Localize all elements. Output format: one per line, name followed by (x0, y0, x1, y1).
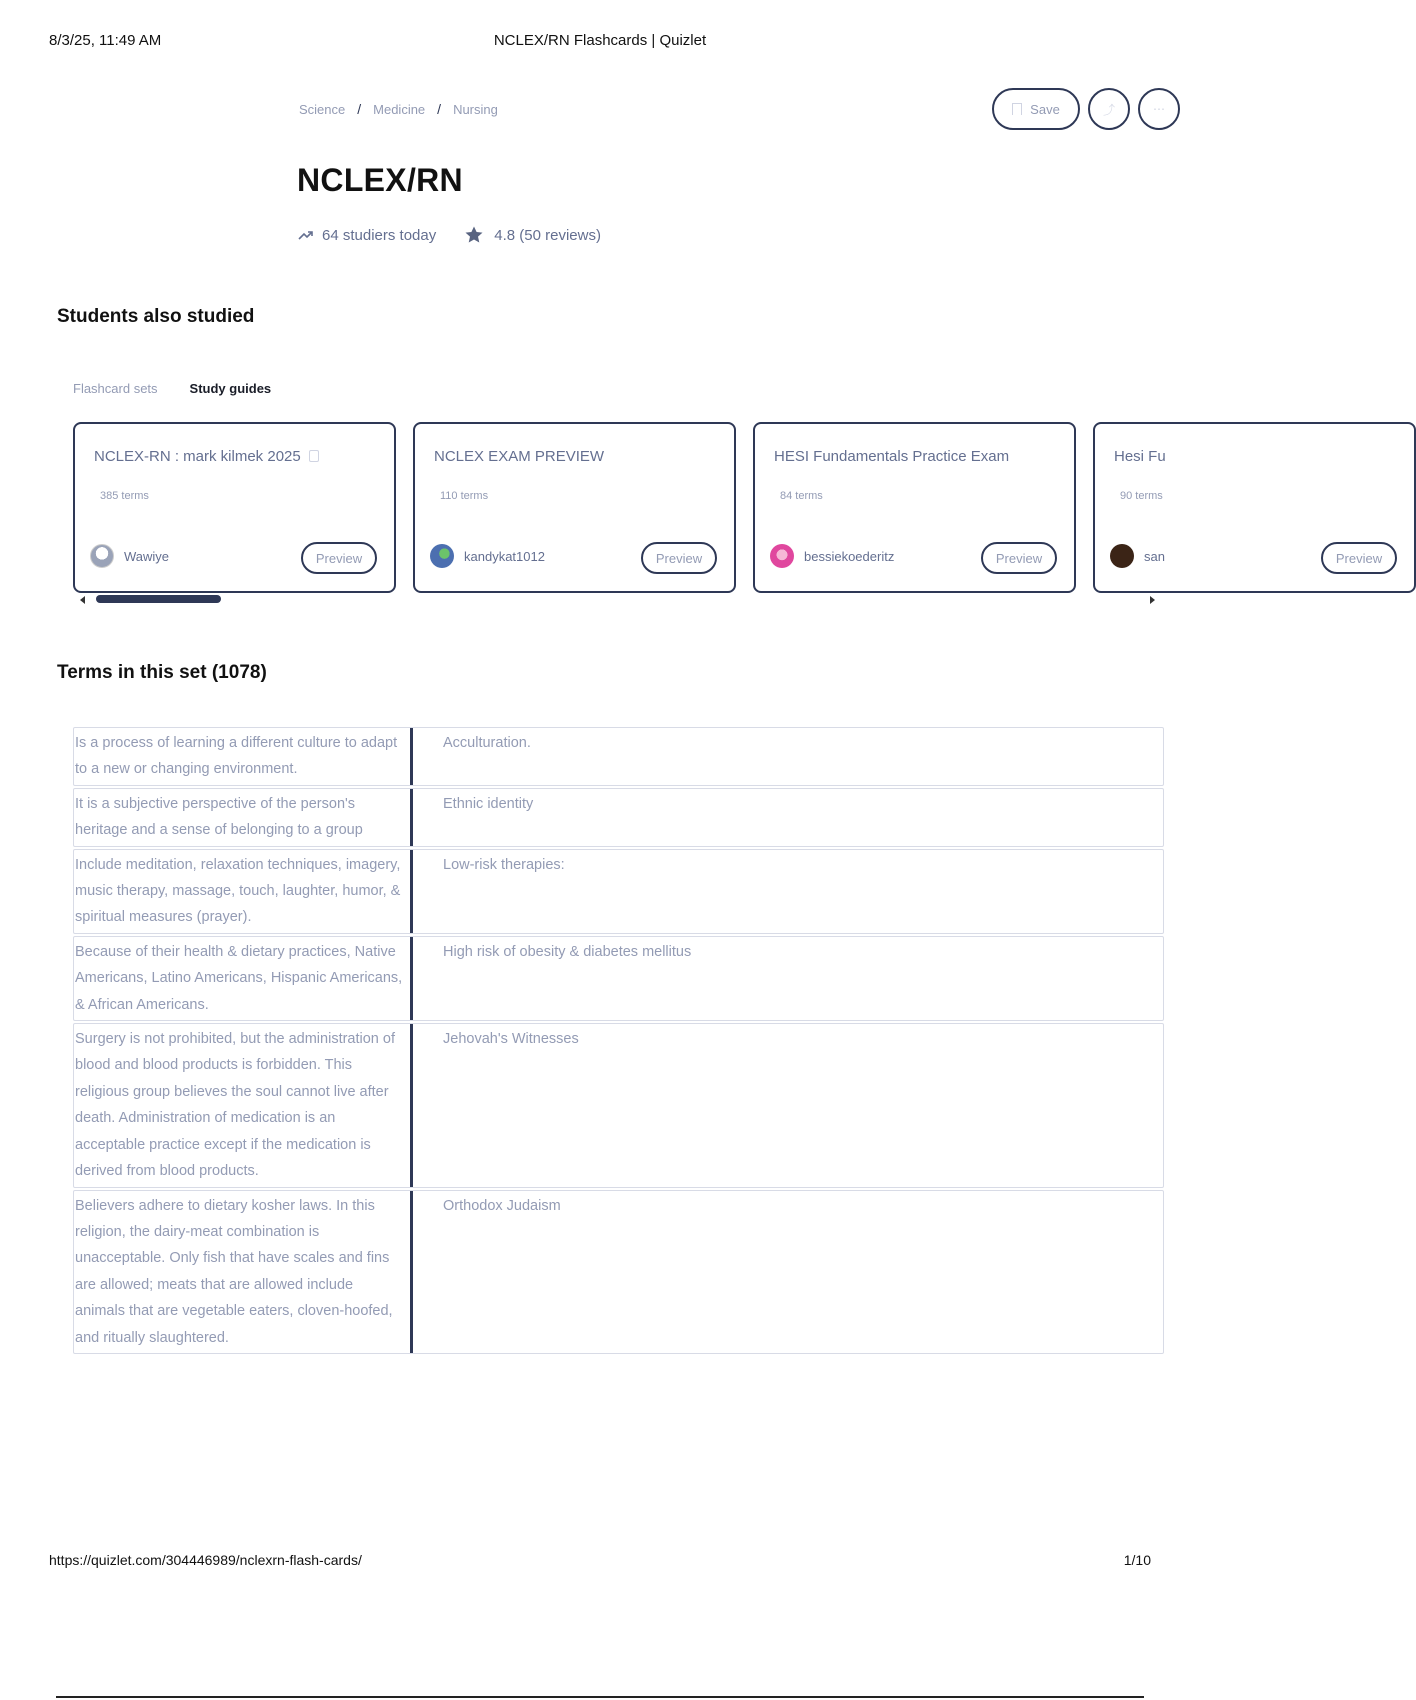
breadcrumb (299, 101, 498, 117)
preview-button[interactable]: Preview (1321, 542, 1397, 574)
more-button[interactable] (1138, 88, 1180, 130)
card-term-count: 385 terms (100, 490, 149, 502)
print-url: https://quizlet.com/304446989/nclexrn-flash-cards/ (49, 1552, 362, 1568)
preview-button[interactable]: Preview (641, 542, 717, 574)
term-definition: Include meditation, relaxation techniques, imagery, music therapy, massage, touch, laughter, humor, & spiritual measures (prayer). (74, 850, 413, 933)
top-actions (992, 88, 1180, 130)
term-word: Acculturation. (443, 735, 531, 751)
card-author[interactable] (1110, 544, 1165, 568)
breadcrumb-separator: / (437, 101, 442, 117)
print-date: 8/3/25, 11:49 AM (49, 32, 162, 49)
card-author[interactable] (430, 544, 545, 568)
table-row (73, 849, 1164, 934)
share-button[interactable] (1088, 88, 1130, 130)
save-label: Save (1030, 101, 1060, 117)
term-definition: Is a process of learning a different culture to adapt to a new or changing environment. (74, 728, 413, 785)
term-definition: Surgery is not prohibited, but the administration of blood and blood products is forbidden. This religious group believes the soul cannot live after death. Administration of medication is an acceptable practice except if the medication is derived from blood products. (74, 1024, 413, 1186)
card-term-count: 110 terms (440, 490, 489, 502)
breadcrumb-science[interactable]: Science (299, 101, 346, 117)
share-icon: ⤴ (1102, 102, 1115, 117)
card-author[interactable] (90, 544, 169, 568)
scrollbar-thumb[interactable] (96, 595, 221, 603)
students-also-studied-heading: Students also studied (57, 306, 255, 327)
save-button[interactable] (992, 88, 1080, 130)
tab-flashcard-sets[interactable]: Flashcard sets (73, 381, 158, 396)
study-tabs (73, 381, 271, 396)
author-name: bessiekoederitz (804, 548, 895, 564)
avatar (1110, 544, 1134, 568)
author-name: san (1144, 548, 1165, 564)
breadcrumb-medicine[interactable]: Medicine (373, 101, 426, 117)
table-row (73, 936, 1164, 1021)
term-definition: It is a subjective perspective of the person's heritage and a sense of belonging to a group (74, 789, 413, 846)
author-name: Wawiye (124, 548, 170, 564)
card-title: NCLEX-RN : mark kilmek 2025 (94, 448, 384, 465)
breadcrumb-nursing[interactable]: Nursing (453, 101, 498, 117)
avatar (770, 544, 794, 568)
avatar (430, 544, 454, 568)
also-studied-carousel (73, 422, 1383, 594)
terms-heading: Terms in this set (1078) (57, 662, 267, 683)
avatar (90, 544, 114, 568)
term-definition: Believers adhere to dietary kosher laws. In this religion, the dairy-meat combination is unacceptable. Only fish that have scales and fins are allowed; meats that are allowed include animals that are vegetable eaters, cloven-hoofed, and ritually slaughtered. (74, 1191, 413, 1353)
card-title: HESI Fundamentals Practice Exam (774, 448, 1010, 465)
card-title: NCLEX EXAM PREVIEW (434, 448, 605, 465)
table-row (73, 727, 1164, 786)
scroll-left-arrow-icon[interactable] (80, 596, 85, 604)
card-term-count: 84 terms (780, 490, 823, 502)
carousel-scrollbar[interactable] (80, 595, 1155, 607)
author-name: kandykat1012 (464, 548, 545, 564)
more-icon: ⋯ (1153, 102, 1165, 116)
card-term-count: 90 terms (1120, 490, 1163, 502)
page-divider (56, 1696, 1144, 1698)
study-card[interactable] (413, 422, 736, 593)
term-word: Low-risk therapies: (443, 856, 565, 873)
term-word: Jehovah's Witnesses (443, 1031, 579, 1048)
rating-text[interactable]: 4.8 (50 reviews) (494, 226, 601, 244)
term-definition: Because of their health & dietary practices, Native Americans, Latino Americans, Hispanic Americans, & African Americans. (74, 937, 413, 1020)
print-page-number: 1/10 (1123, 1552, 1151, 1568)
print-footer (49, 1552, 1151, 1572)
scroll-right-arrow-icon[interactable] (1150, 596, 1155, 604)
set-stats (298, 225, 601, 245)
bookmark-icon (1012, 103, 1022, 115)
trending-icon (298, 229, 314, 241)
card-title: Hesi Fu (1114, 448, 1166, 465)
table-row (73, 788, 1164, 847)
preview-button[interactable]: Preview (981, 542, 1057, 574)
terms-table (73, 727, 1164, 1356)
term-word: Orthodox Judaism (443, 1197, 561, 1214)
study-card[interactable] (1093, 422, 1416, 593)
breadcrumb-separator: / (357, 101, 362, 117)
term-word: Ethnic identity (443, 795, 534, 812)
tab-study-guides[interactable]: Study guides (189, 381, 272, 396)
table-row (73, 1190, 1164, 1354)
print-title: NCLEX/RN Flashcards | Quizlet (493, 32, 707, 49)
term-word: High risk of obesity & diabetes mellitus (443, 943, 692, 960)
study-card[interactable] (753, 422, 1076, 593)
table-row (73, 1023, 1164, 1187)
star-icon (464, 225, 484, 245)
study-card[interactable] (73, 422, 396, 593)
preview-button[interactable]: Preview (301, 542, 377, 574)
document-icon (309, 450, 319, 462)
print-header (49, 32, 1151, 52)
card-author[interactable] (770, 544, 894, 568)
page-title: NCLEX/RN (297, 162, 463, 198)
studiers-count: 64 studiers today (322, 226, 437, 244)
